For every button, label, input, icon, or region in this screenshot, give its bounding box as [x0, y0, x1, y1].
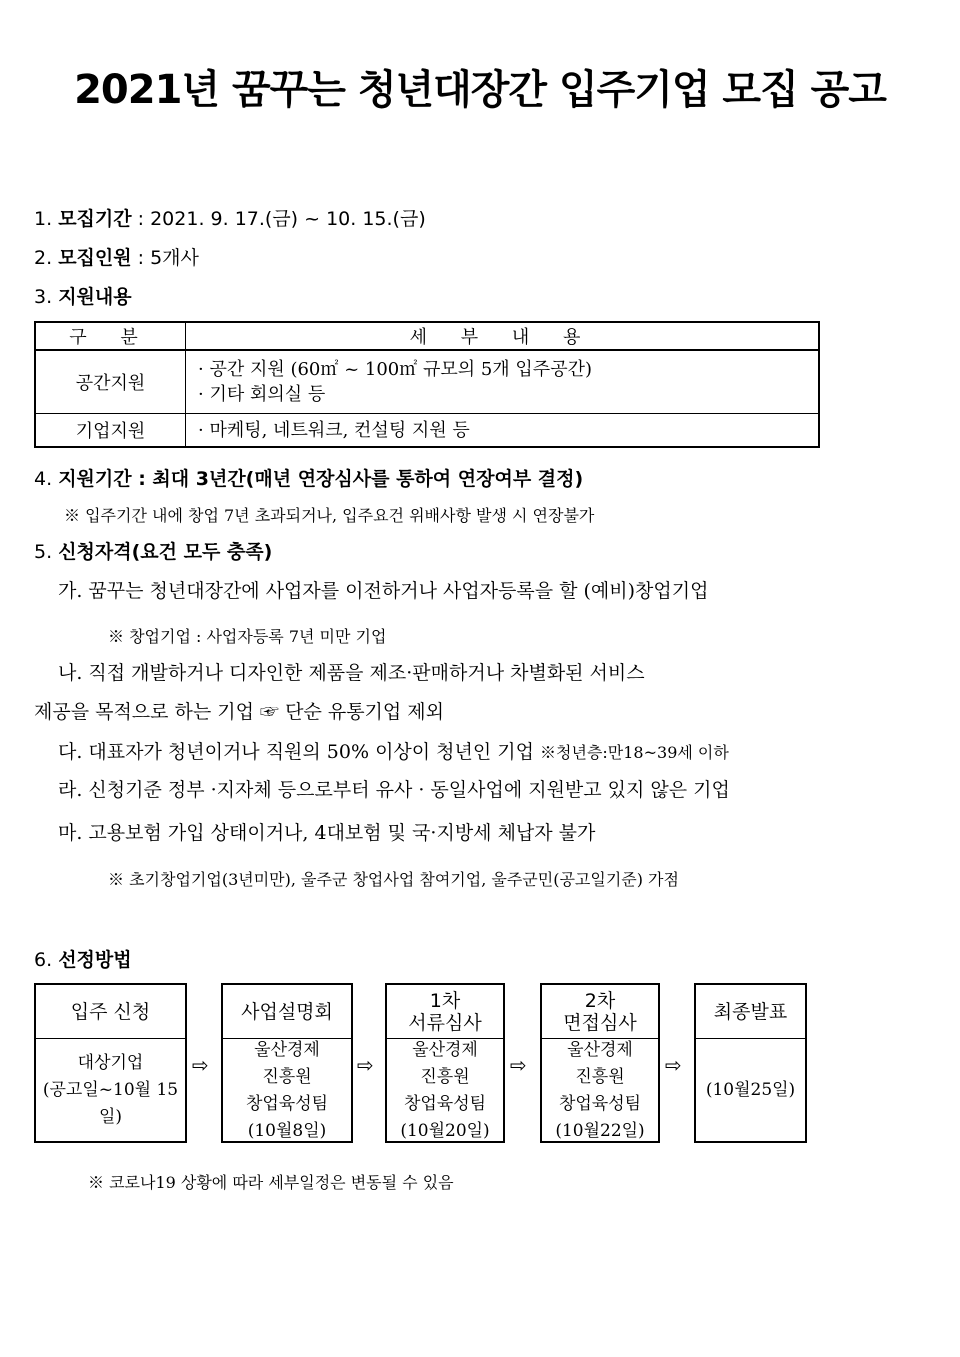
arrow-right-icon: ⇨ — [192, 1053, 209, 1077]
process-step-body — [36, 1039, 185, 1142]
step-head-line: 서류심사 — [408, 1011, 482, 1034]
detail-line: · 기타 회의실 등 — [198, 384, 326, 405]
step-head-line: 1차 — [429, 989, 461, 1012]
step-body-line: 대상기업 — [77, 1053, 144, 1073]
section-recruit-period — [34, 204, 426, 231]
qualification-na-line1: 나. 직접 개발하거나 디자인한 제품을 제조·판매하거나 차별화된 서비스 — [58, 662, 645, 684]
table-header-category: 구 분 — [35, 322, 186, 350]
process-step-body — [696, 1039, 805, 1142]
detail-line: · 공간 지원 (60㎡ ~ 100㎡ 규모의 5개 입주공간) — [198, 359, 592, 380]
section-label: 모집인원 — [58, 247, 132, 269]
process-step-document-review — [385, 983, 505, 1143]
table-cell-category: 공간지원 — [35, 350, 186, 414]
process-step-apply — [34, 983, 187, 1143]
process-step-head — [542, 985, 658, 1039]
step-body-line: (공고일~10월 15일) — [42, 1080, 179, 1127]
process-step-head — [696, 985, 805, 1039]
support-table — [34, 321, 820, 448]
section-label: 지원내용 — [58, 286, 132, 308]
table-row — [35, 414, 819, 448]
bonus-note: ※ 초기창업기업(3년미만), 울주군 창업사업 참여기업, 울주군민(공고일기준) 가점 — [108, 870, 679, 889]
step-head-line: 입주 신청 — [70, 1000, 151, 1023]
section-value: : 5개사 — [131, 247, 199, 269]
arrow-right-icon: ⇨ — [510, 1053, 527, 1077]
arrow-right-icon: ⇨ — [665, 1053, 682, 1077]
process-step-head — [36, 985, 185, 1039]
support-period-note: ※ 입주기간 내에 창업 7년 초과되거나, 입주요건 위배사항 발생 시 연장불가 — [64, 506, 595, 525]
section-number: 1. — [34, 208, 53, 230]
step-body-line: 울산경제 — [254, 1039, 320, 1060]
process-step-briefing — [221, 983, 353, 1143]
section-number: 5. — [34, 541, 53, 563]
step-body-line: (10월20일) — [400, 1120, 490, 1141]
process-step-body — [387, 1039, 503, 1142]
step-body-line: 진흥원 — [262, 1066, 312, 1087]
qualification-ga: 가. 꿈꾸는 청년대장간에 사업자를 이전하거나 사업자등록을 할 (예비)창업기업 — [58, 580, 709, 602]
step-body-line: 창업육성팀 — [245, 1093, 329, 1114]
qualification-na-line2: 제공을 목적으로 하는 기업 ☞ 단순 유통기업 제외 — [34, 701, 445, 723]
step-head-line: 최종발표 — [713, 1000, 788, 1023]
process-step-final-announcement — [694, 983, 807, 1143]
section-support-period — [34, 464, 583, 491]
step-body-line: (10월8일) — [247, 1120, 327, 1141]
section-support-content — [34, 282, 132, 309]
process-step-interview — [540, 983, 660, 1143]
section-recruit-count — [34, 243, 199, 270]
qualification-da — [58, 737, 729, 764]
step-head-line: 면접심사 — [563, 1011, 637, 1034]
section-number: 2. — [34, 247, 53, 269]
step-body-line: 진흥원 — [575, 1066, 625, 1087]
step-body-line: 창업육성팀 — [403, 1093, 487, 1114]
section-qualification — [34, 537, 272, 564]
section-value: : 2021. 9. 17.(금) ~ 10. 15.(금) — [131, 208, 426, 230]
detail-line: · 마케팅, 네트워크, 컨설팅 지원 등 — [198, 419, 470, 441]
section-label: 신청자격(요건 모두 충족) — [58, 541, 273, 563]
table-cell-detail — [186, 414, 820, 448]
process-step-body — [542, 1039, 658, 1142]
table-cell-detail — [186, 350, 820, 414]
table-header-detail: 세 부 내 용 — [186, 322, 820, 350]
qualification-ga-note: ※ 창업기업 : 사업자등록 7년 미만 기업 — [108, 627, 387, 646]
step-body-line: 울산경제 — [567, 1039, 633, 1060]
qualification-da-note: ※청년층:만18~39세 이하 — [540, 743, 729, 762]
step-body-line: (10월25일) — [705, 1080, 796, 1100]
section-number: 4. — [34, 468, 53, 490]
schedule-note: ※ 코로나19 상황에 따라 세부일정은 변동될 수 있음 — [88, 1173, 454, 1192]
qualification-da-text: 다. 대표자가 청년이거나 직원의 50% 이상이 청년인 기업 — [58, 741, 534, 763]
page-title: 2021년 꿈꾸는 청년대장간 입주기업 모집 공고 — [74, 67, 886, 113]
process-step-body — [223, 1039, 351, 1142]
arrow-right-icon: ⇨ — [357, 1053, 374, 1077]
qualification-ma: 마. 고용보험 가입 상태이거나, 4대보험 및 국·지방세 체납자 불가 — [58, 822, 596, 844]
step-head-line: 사업설명회 — [241, 1000, 333, 1023]
section-number: 6. — [34, 949, 53, 971]
section-number: 3. — [34, 286, 53, 308]
table-cell-category: 기업지원 — [35, 414, 186, 448]
section-selection-method — [34, 945, 132, 972]
table-row — [35, 350, 819, 414]
step-body-line: 울산경제 — [412, 1039, 478, 1060]
section-label: 지원기간 : 최대 3년간(매년 연장심사를 통하여 연장여부 결정) — [58, 468, 584, 490]
section-label: 모집기간 — [58, 208, 132, 230]
section-label: 선정방법 — [58, 949, 132, 971]
step-body-line: 진흥원 — [420, 1066, 470, 1087]
step-body-line: 창업육성팀 — [558, 1093, 642, 1114]
process-step-head — [387, 985, 503, 1039]
process-step-head — [223, 985, 351, 1039]
step-body-line: (10월22일) — [555, 1120, 645, 1141]
step-head-line: 2차 — [584, 989, 616, 1012]
qualification-ra: 라. 신청기준 정부 ·지자체 등으로부터 유사 · 동일사업에 지원받고 있지 않은 기업 — [58, 779, 730, 801]
